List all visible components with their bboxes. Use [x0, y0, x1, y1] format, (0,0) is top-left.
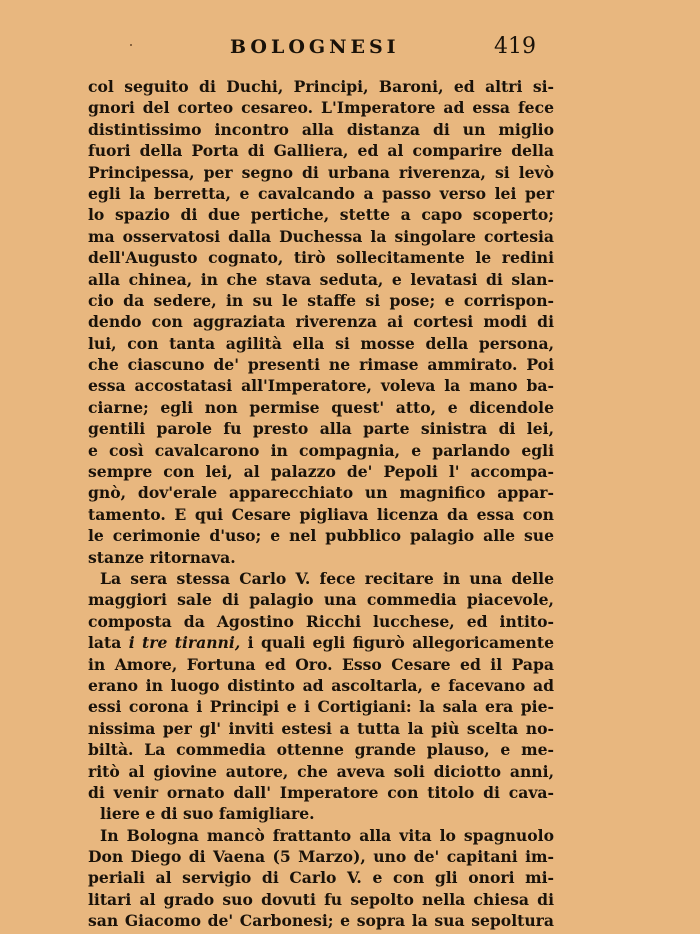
text-line: col seguito di Duchi, Principi, Baroni, ed altri si- — [88, 77, 554, 96]
text-line: erano in luogo distinto ad ascoltarla, e facevano ad — [88, 675, 554, 695]
text-line: ma osservatosi dalla Duchessa la singolare cortesia — [88, 226, 554, 246]
text-line-with-title — [88, 632, 554, 653]
text-line: nissima per gl' inviti estesi a tutta la più scelta no- — [88, 718, 554, 738]
text-line: san Giacomo de' Carbonesi; e sopra la sua sepoltura — [88, 911, 554, 931]
text-line: tamento. E qui Cesare pigliava licenza da essa con — [88, 504, 554, 524]
text-line: ciarne; egli non permise quest' atto, e dicendole — [88, 397, 554, 417]
text-line: lo spazio di due pertiche, stette a capo scoperto; — [88, 205, 554, 225]
text-line: Principessa, per segno di urbana riverenza, si levò — [88, 162, 554, 182]
text-line: le cerimonie d'uso; e nel pubblico palagio alle sue — [88, 526, 554, 546]
text-line: distintissimo incontro alla distanza di un miglio — [88, 119, 554, 139]
page-number: 419 — [494, 34, 536, 59]
text-line: gentili parole fu presto alla parte sinistra di lei, — [88, 419, 554, 439]
body-text — [88, 76, 554, 932]
text-line: periali al servigio di Carlo V. e con gli onori mi- — [88, 868, 554, 888]
text-line: alla chinea, in che stava seduta, e levatasi di slan- — [88, 269, 554, 289]
text-line: essa accostatasi all'Imperatore, voleva la mano ba- — [88, 376, 554, 396]
text-line: che ciascuno de' presenti ne rimase ammirato. Poi — [88, 355, 554, 375]
paragraph-end-line: liere e di suo famigliare. — [100, 804, 315, 824]
running-head: BOLOGNESI — [230, 36, 400, 58]
text-line: di venir ornato dall' Imperatore con titolo di cava- — [88, 782, 554, 802]
text-line: in Amore, Fortuna ed Oro. Esso Cesare ed il Papa — [88, 654, 554, 674]
text-line: cio da sedere, in su le staffe si pose; e corrispon- — [88, 290, 554, 310]
text-line: fuori della Porta di Galliera, ed al comparire della — [88, 141, 554, 161]
text-line: litari al grado suo dovuti fu sepolto nella chiesa di — [88, 889, 554, 909]
text-line: dell'Augusto cognato, tirò sollecitamente le redini — [88, 248, 554, 268]
paragraph-start-line: In Bologna mancò frattanto alla vita lo spagnuolo — [100, 825, 554, 845]
text-line: dendo con aggraziata riverenza ai cortesi modi di — [88, 312, 554, 332]
paragraph-end-line: stanze ritornava. — [88, 547, 236, 567]
text-fragment: i quali egli figurò allegoricamente — [240, 633, 554, 653]
text-line: gnò, dov'erale apparecchiato un magnifico appar- — [88, 483, 554, 503]
text-line: essi corona i Principi e i Cortigiani: la sala era pie- — [88, 697, 554, 717]
text-line: sempre con lei, al palazzo de' Pepoli l' accompa- — [88, 462, 554, 482]
text-line: gnori del corteo cesareo. L'Imperatore ad essa fece — [88, 98, 554, 118]
text-line: biltà. La commedia ottenne grande plauso, e me- — [88, 740, 554, 760]
text-line: ritò al giovine autore, che aveva soli diciotto anni, — [88, 761, 554, 781]
text-line: lui, con tanta agilità ella si mosse della persona, — [88, 333, 554, 353]
paragraph-start-line: La sera stessa Carlo V. fece recitare in una delle — [100, 568, 554, 588]
text-line: maggiori sale di palagio una commedia piacevole, — [88, 590, 554, 610]
text-line: composta da Agostino Ricchi lucchese, ed intito- — [88, 611, 554, 631]
text-line: Don Diego di Vaena (5 Marzo), uno de' capitani im- — [88, 847, 554, 867]
text-fragment: lata — [88, 633, 129, 653]
text-line: egli la berretta, e cavalcando a passo verso lei per — [88, 183, 554, 203]
comedy-title: i tre tiranni, — [128, 633, 241, 653]
text-line: e così cavalcarono in compagnia, e parlando egli — [88, 440, 554, 460]
ink-speck — [130, 44, 132, 46]
